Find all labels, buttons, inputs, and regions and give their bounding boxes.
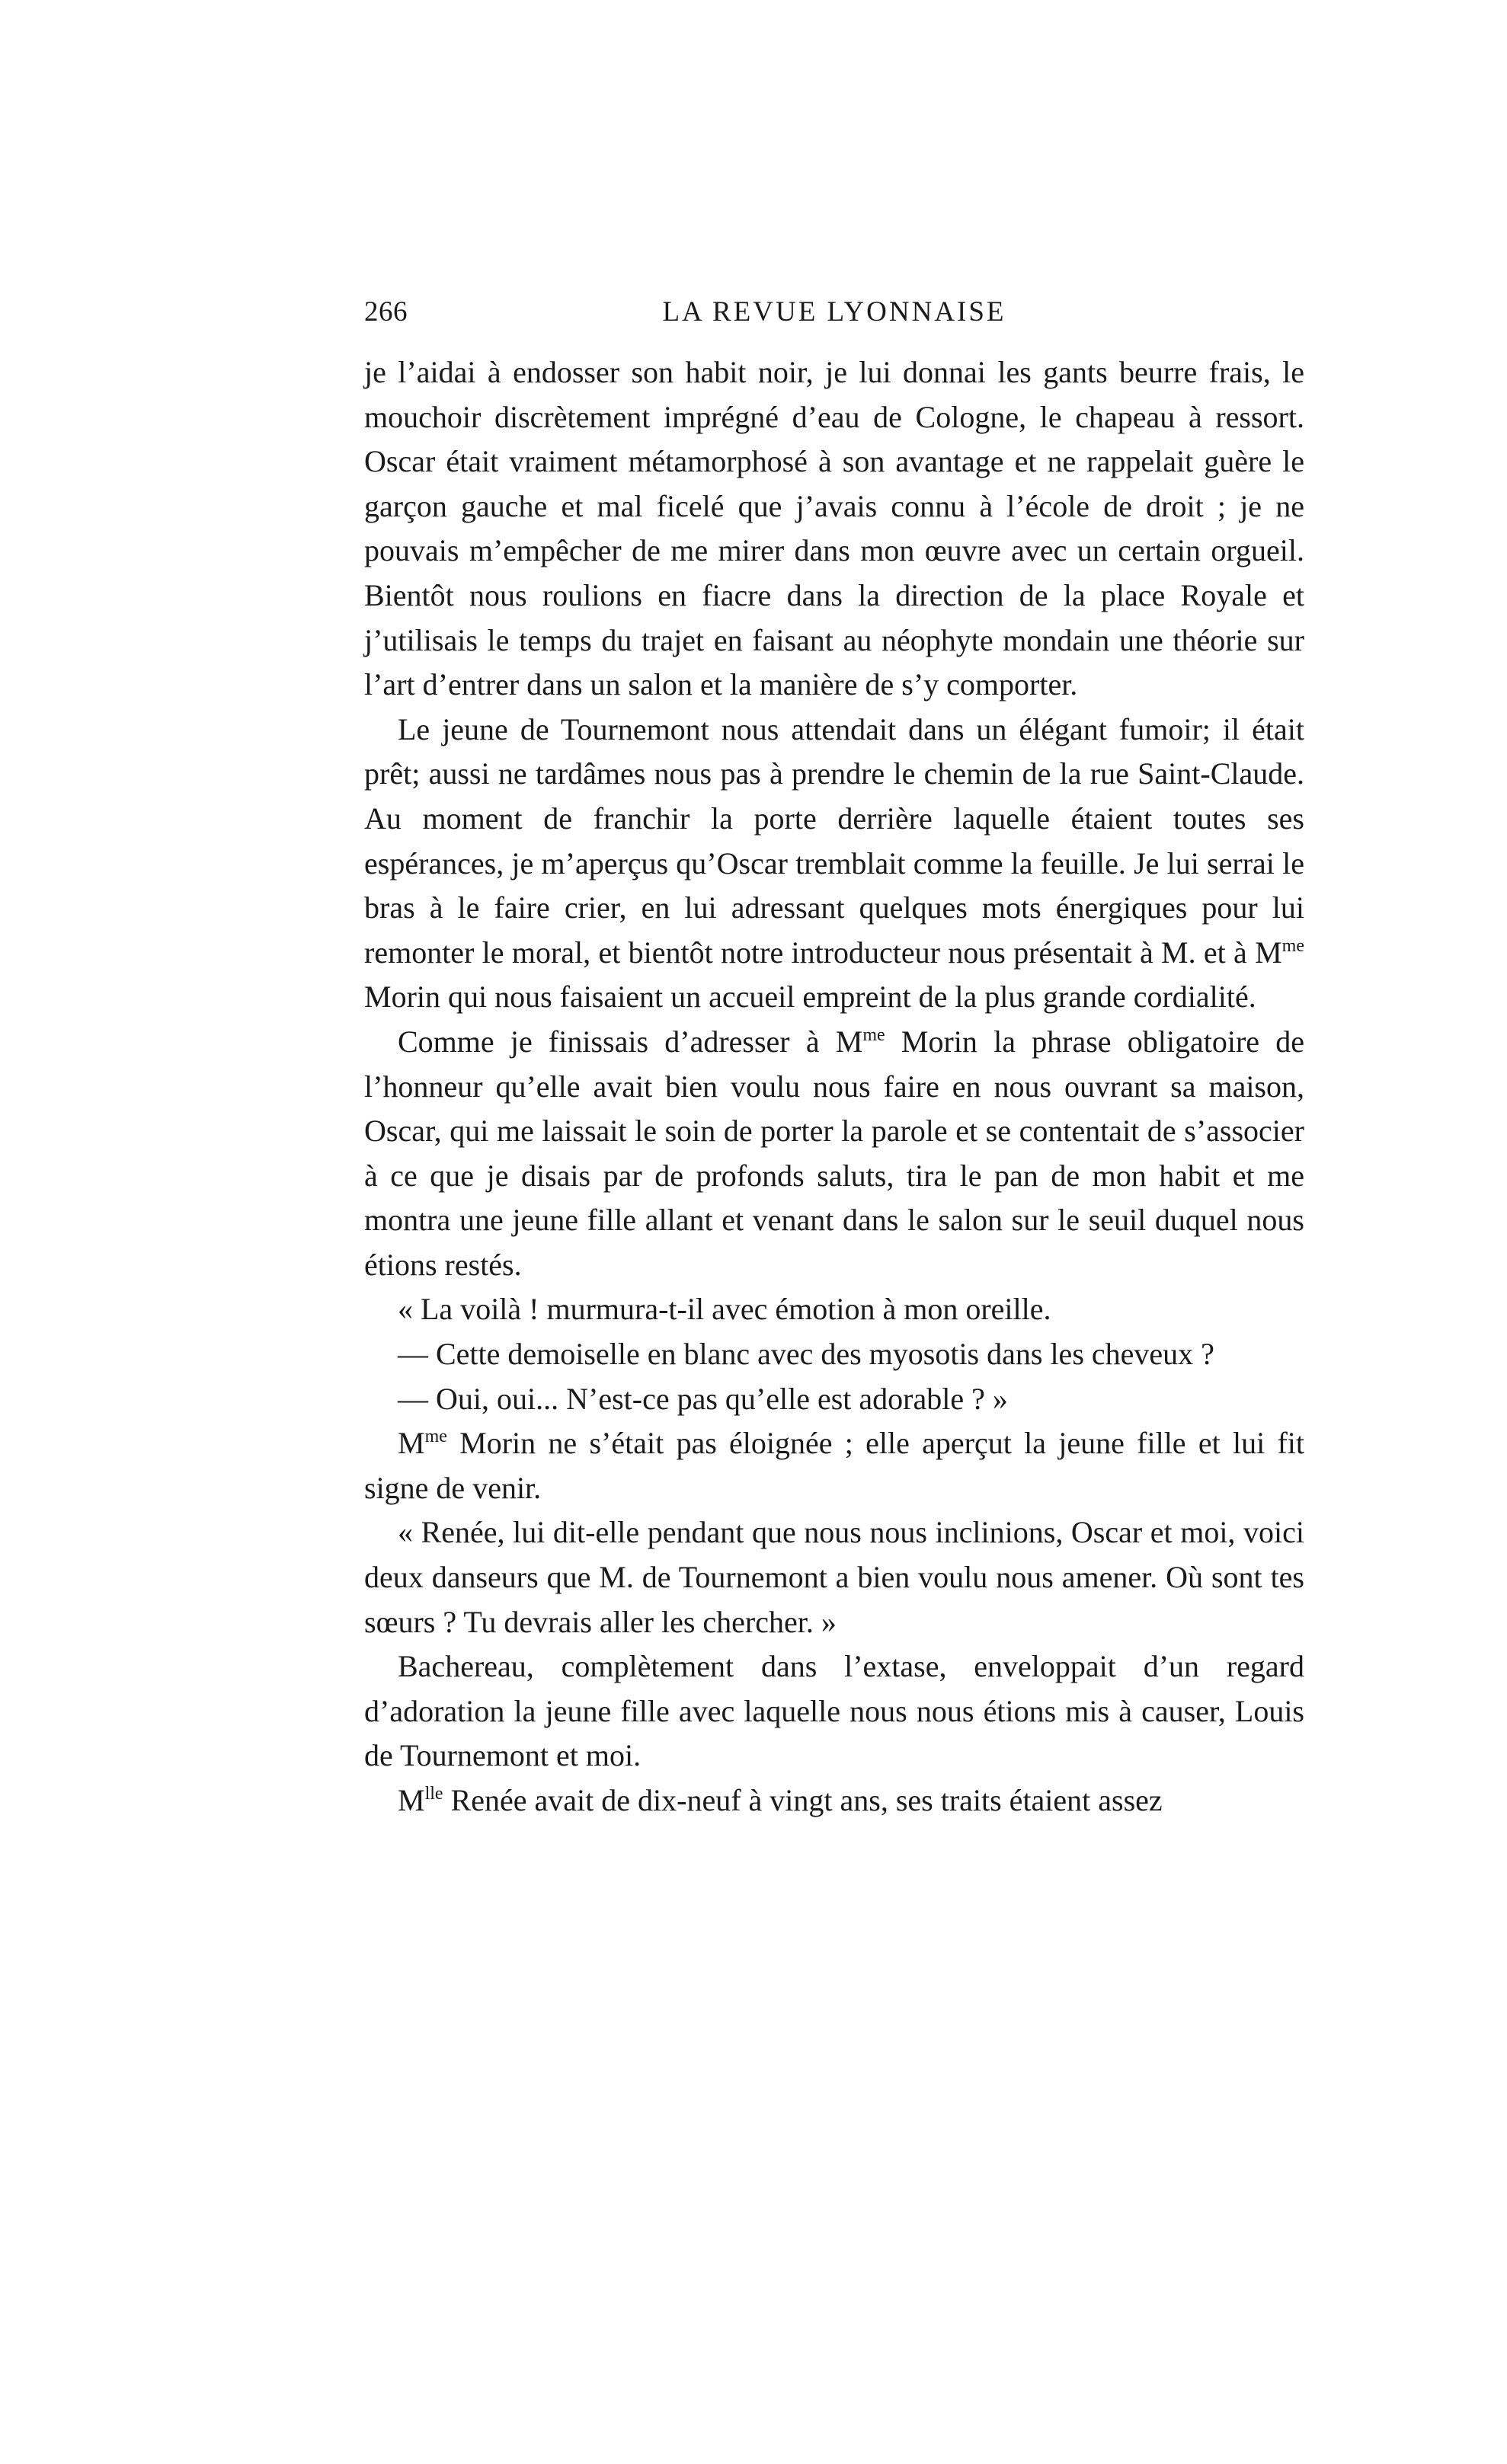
paragraph-2: Le jeune de Tournemont nous attendait dans un élégant fumoir; il était prêt; aussi ne tardâmes nous pas à prendre le chemin de la rue Saint-Claude. Au moment de franchir la porte derrière laquelle étaient toutes ses espérances, je m’aperçus qu’Oscar tremblait comme la feuille. Je lui serrai le bras à le faire crier, en lui adressant quelques mots énergiques pour lui remonter le moral, et bientôt notre introducteur nous présentait à M. et à $M^{me}$ Morin qui nous faisaient un accueil empreint de la plus grande cordialité. (364, 711, 1304, 1015)
superscript-me: me (1281, 935, 1304, 956)
page-number: 266 (364, 296, 408, 328)
paragraph-10: $M^{lle}$ Renée avait de dix-neuf à vingt ans, ses traits étaient assez (398, 1783, 1163, 1817)
superscript-me: me (424, 1427, 447, 1447)
paragraph-7: $M^{me}$ Morin ne s’était pas éloignée ; elle aperçut la jeune fille et lui fit signe de venir. (364, 1426, 1304, 1505)
superscript-lle: lle (424, 1784, 443, 1804)
paragraph-3: Comme je finissais d’adresser à $M^{me}$ Morin la phrase obligatoire de l’honneur qu’elle avait bien voulu nous faire en nous ouvrant sa maison, Oscar, qui me laissait le soin de porter la parole et se contentait de s’associer à ce que je disais par de profonds saluts, tira le pan de mon habit et me montra une jeune fille allant et venant dans le salon sur le seuil duquel nous étions restés. (364, 1024, 1304, 1282)
body-text (364, 350, 1304, 1823)
paragraph-4: « La voilà ! murmura-t-il avec émotion à mon oreille. (398, 1292, 1051, 1327)
paragraph-5: — Cette demoiselle en blanc avec des myosotis dans les cheveux ? (398, 1337, 1214, 1372)
running-title: LA REVUE LYONNAISE (662, 296, 1006, 328)
paragraph-9: Bachereau, complètement dans l’extase, enveloppait d’un regard d’adoration la jeune fille avec laquelle nous nous étions mis à causer, Louis de Tournemont et moi. (364, 1649, 1304, 1773)
paragraph-6: — Oui, oui... N’est-ce pas qu’elle est adorable ? » (398, 1381, 1008, 1416)
page-header (364, 296, 1304, 341)
paragraph-8: « Renée, lui dit-elle pendant que nous nous inclinions, Oscar et moi, voici deux danseurs que M. de Tournemont a bien voulu nous amener. Où sont tes sœurs ? Tu devrais aller les chercher. » (364, 1515, 1304, 1639)
paragraph-1: je l’aidai à endosser son habit noir, je lui donnai les gants beurre frais, le mouchoir discrètement imprégné d’eau de Cologne, le chapeau à ressort. Oscar était vraiment métamorphosé à son avantage et ne rappelait guère le garçon gauche et mal ficelé que j’avais connu à l’école de droit ; je ne pouvais m’empêcher de me mirer dans mon œuvre avec un certain orgueil. Bientôt nous roulions en fiacre dans la direction de la place Royale et j’utilisais le temps du trajet en faisant au néophyte mondain une théorie sur l’art d’entrer dans un salon et la manière de s’y comporter. (364, 355, 1304, 702)
superscript-me: me (862, 1024, 885, 1045)
